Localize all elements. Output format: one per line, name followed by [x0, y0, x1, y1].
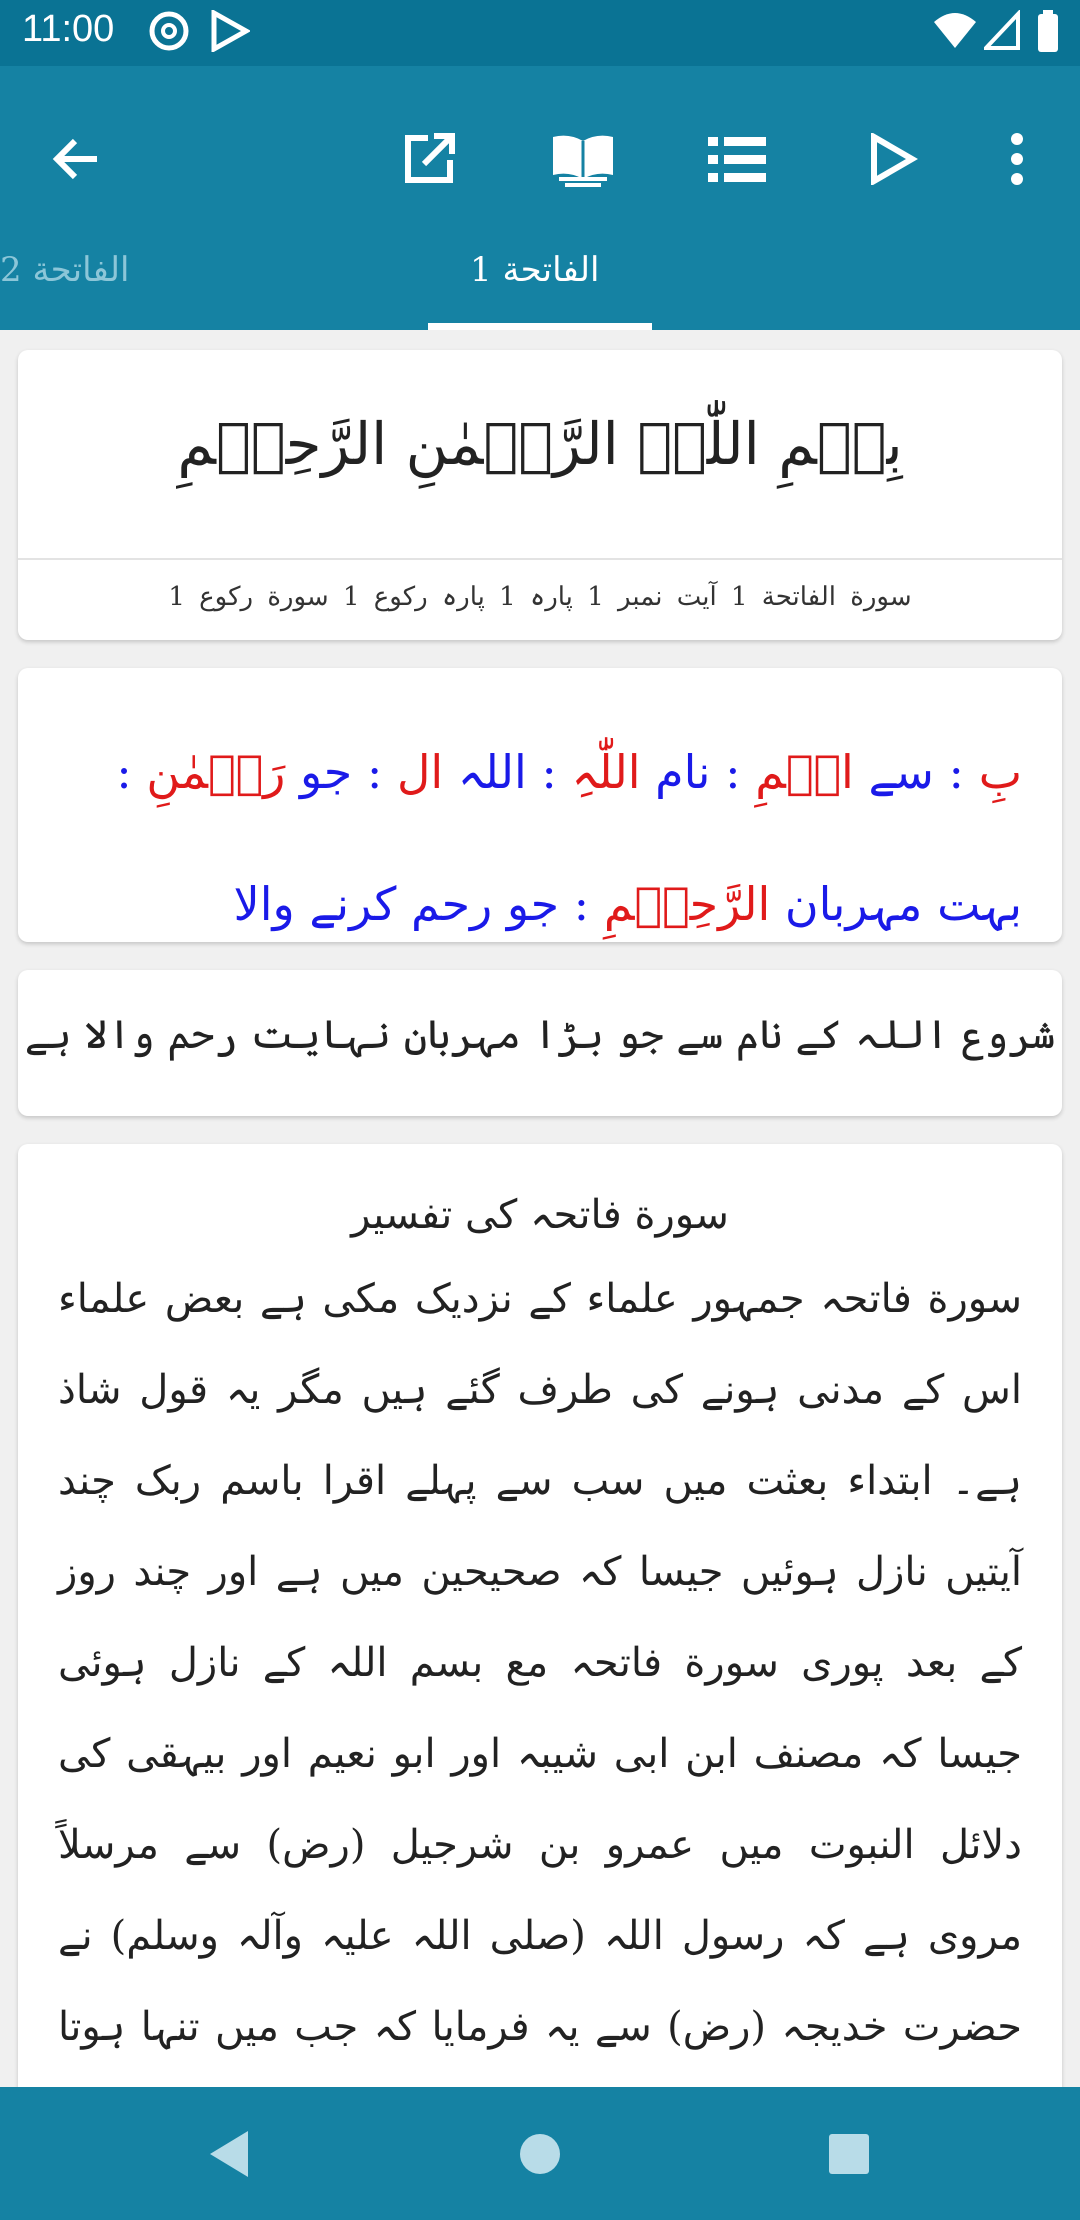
verse-card: [18, 350, 1062, 640]
arabic-word: بِ: [978, 745, 1022, 799]
wifi-icon: [932, 10, 978, 56]
word-meaning: نام: [655, 745, 711, 799]
arabic-word: رَحۡمٰنِ: [146, 745, 286, 799]
system-nav-bar: [0, 2087, 1080, 2220]
tab-indicator: [428, 323, 652, 330]
status-bar: [0, 0, 1080, 66]
word-meaning: جو: [300, 745, 353, 799]
play-store-icon: [210, 10, 250, 56]
tafsir-body: سورة فاتحہ جمہور علماء کے نزدیک مکی ہے بعض علماء اس کے مدنی ہونے کی طرف گئے ہیں مگر یہ قول شاذ ہے۔ ابتداء بعثت میں سب سے پہلے اقرا باسم ربک چند آیتیں نازل ہوئیں جیسا کہ صحیحین میں ہے اور چند روز کے بعد پوری سورة فاتحہ مع بسم اللہ کے نازل ہوئی جیسا کہ مصنف ابن ابی شیبہ اور ابو نعیم اور بیہقی کی دلائل النبوت میں عمرو بن شرجیل (رض) سے مرسلاً مروی ہے کہ رسول اللہ (صلی اللہ علیہ وآلہ وسلم) نے حضرت خدیجہ (رض) سے یہ فرمایا کہ جب میں تنہا ہوتا: [58, 1276, 1022, 2050]
nav-recents-icon[interactable]: [812, 2117, 886, 2191]
tab-fatiha-2[interactable]: الفاتحة 2: [0, 250, 130, 290]
share-external-icon[interactable]: [384, 114, 474, 204]
tab-fatiha-1[interactable]: الفاتحة 1: [470, 250, 600, 290]
back-arrow-icon[interactable]: [32, 114, 122, 204]
tafsir-card: [18, 1144, 1062, 2144]
word-meaning: جو رحم کرنے والا: [233, 877, 560, 931]
arabic-word: الرَّحِیۡمِ: [603, 877, 771, 931]
battery-icon: [1036, 10, 1060, 58]
play-icon[interactable]: [848, 114, 938, 204]
nav-back-icon[interactable]: [192, 2117, 266, 2191]
word-meaning: سے: [868, 745, 934, 799]
at-sign-icon: [148, 10, 190, 56]
word-meaning: اللہ: [457, 745, 527, 799]
word-by-word-card: [18, 668, 1062, 942]
arabic-word: اللّٰہِ: [571, 745, 641, 799]
list-icon[interactable]: [692, 114, 782, 204]
verse-reference: سورة الفاتحة 1 آیت نمبر 1 پارہ 1 پارہ رکوع 1 سورة رکوع 1: [168, 582, 912, 612]
open-book-icon[interactable]: [538, 114, 628, 204]
translation-text: شروع اللہ کے نام سے جو بڑا مہربان نہایت رحم والا ہے: [24, 1012, 1056, 1058]
tafsir-title: سورة فاتحہ کی تفسیر: [351, 1192, 729, 1238]
word-by-word-list: بِ : سے اسۡمِ : نام اللّٰہِ : اللہ ال : جو رَحۡمٰنِ : بہت مہربان الرَّحِیۡمِ : جو رحم کرنے والا: [116, 745, 1022, 931]
divider: [18, 558, 1062, 560]
word-meaning: بہت مہربان: [784, 877, 1022, 931]
surah-tabs: [0, 220, 1080, 330]
translation-card: [18, 970, 1062, 1116]
arabic-word: اسۡمِ: [755, 745, 854, 799]
more-vert-icon[interactable]: [972, 114, 1062, 204]
arabic-verse: بِسۡمِ اللّٰہِ الرَّحۡمٰنِ الرَّحِیۡمِ: [177, 410, 903, 478]
arabic-word: ال: [396, 745, 444, 799]
nav-home-icon[interactable]: [503, 2117, 577, 2191]
signal-icon: [984, 10, 1022, 56]
status-time: 11:00: [22, 8, 115, 50]
